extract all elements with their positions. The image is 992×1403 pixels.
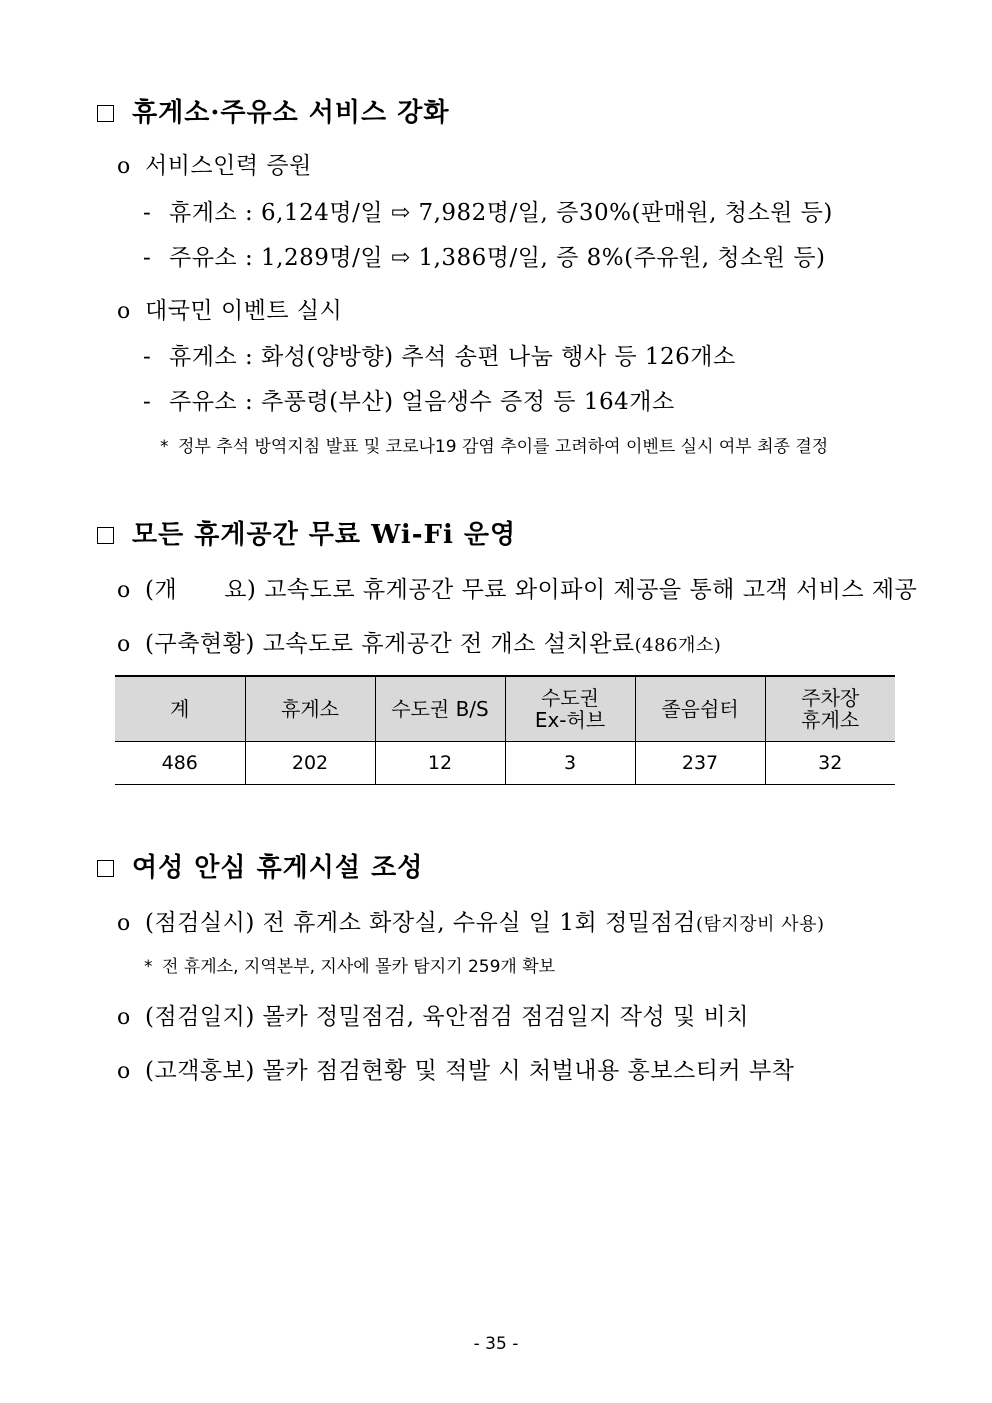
bullet-o-icon: o [117,1005,131,1030]
bullet-o-icon: o [117,578,131,603]
page-number: - 35 - [473,1334,519,1354]
list-item: o (개 요) 고속도로 휴게공간 무료 와이파이 제공을 통해 고객 서비스 제공 [117,577,918,603]
table-header-row [115,676,895,742]
list-item: o 대국민 이벤트 실시 [117,298,343,324]
table-header-cell: 주차장 휴게소 [765,676,895,742]
list-item: o (고객홍보) 몰카 점검현황 및 적발 시 처벌내용 홍보스티커 부착 [117,1058,795,1084]
bullet-o-icon: o [117,632,131,657]
asterisk-icon: * [144,957,153,977]
wifi-status-table [115,675,895,785]
footnote: * 전 휴게소, 지역본부, 지사에 몰카 탐지기 259개 확보 [144,957,556,977]
asterisk-icon: * [160,437,169,457]
section-heading: 여성 안심 휴게시설 조성 [97,847,423,884]
list-item: o 서비스인력 증원 [117,153,312,179]
table-header-cell: 휴게소 [245,676,375,742]
sub-item: - 휴게소 : 화성(양방향) 추석 송편 나눔 행사 등 126개소 [143,344,736,370]
list-item: o (점검실시) 전 휴게소 화장실, 수유실 일 1회 정밀점검(탐지장비 사용) [117,910,825,936]
section-heading: 휴게소·주유소 서비스 강화 [97,92,449,129]
table-header-cell: 수도권 Ex-허브 [505,676,635,742]
table-cell: 32 [765,742,895,785]
section-heading: 모든 휴게공간 무료 Wi-Fi 운영 [97,514,516,551]
sub-item: - 주유소 : 1,289명/일 ⇨ 1,386명/일, 증 8%(주유원, 청소원 등) [143,245,826,271]
bullet-o-icon: o [117,299,131,324]
footnote: * 정부 추석 방역지침 발표 및 코로나19 감염 추이를 고려하여 이벤트 실시 여부 최종 결정 [160,437,829,457]
bullet-o-icon: o [117,154,131,179]
sub-item: - 주유소 : 추풍령(부산) 얼음생수 증정 등 164개소 [143,389,675,415]
checkbox-square-icon [97,860,114,877]
table-cell: 486 [115,742,245,785]
bullet-o-icon: o [117,911,131,936]
list-item: o (점검일지) 몰카 정밀점검, 육안점검 점검일지 작성 및 비치 [117,1004,749,1030]
table-cell: 202 [245,742,375,785]
sub-item: - 휴게소 : 6,124명/일 ⇨ 7,982명/일, 증30%(판매원, 청소원 등) [143,200,833,226]
checkbox-square-icon [97,527,114,544]
table-header-cell: 졸음쉼터 [635,676,765,742]
table-cell: 237 [635,742,765,785]
table-cell: 3 [505,742,635,785]
table-row [115,742,895,785]
bullet-o-icon: o [117,1059,131,1084]
table-header-cell: 수도권 B/S [375,676,505,742]
checkbox-square-icon [97,105,114,122]
table-header-cell: 계 [115,676,245,742]
list-item: o (구축현황) 고속도로 휴게공간 전 개소 설치완료(486개소) [117,631,722,657]
table-cell: 12 [375,742,505,785]
